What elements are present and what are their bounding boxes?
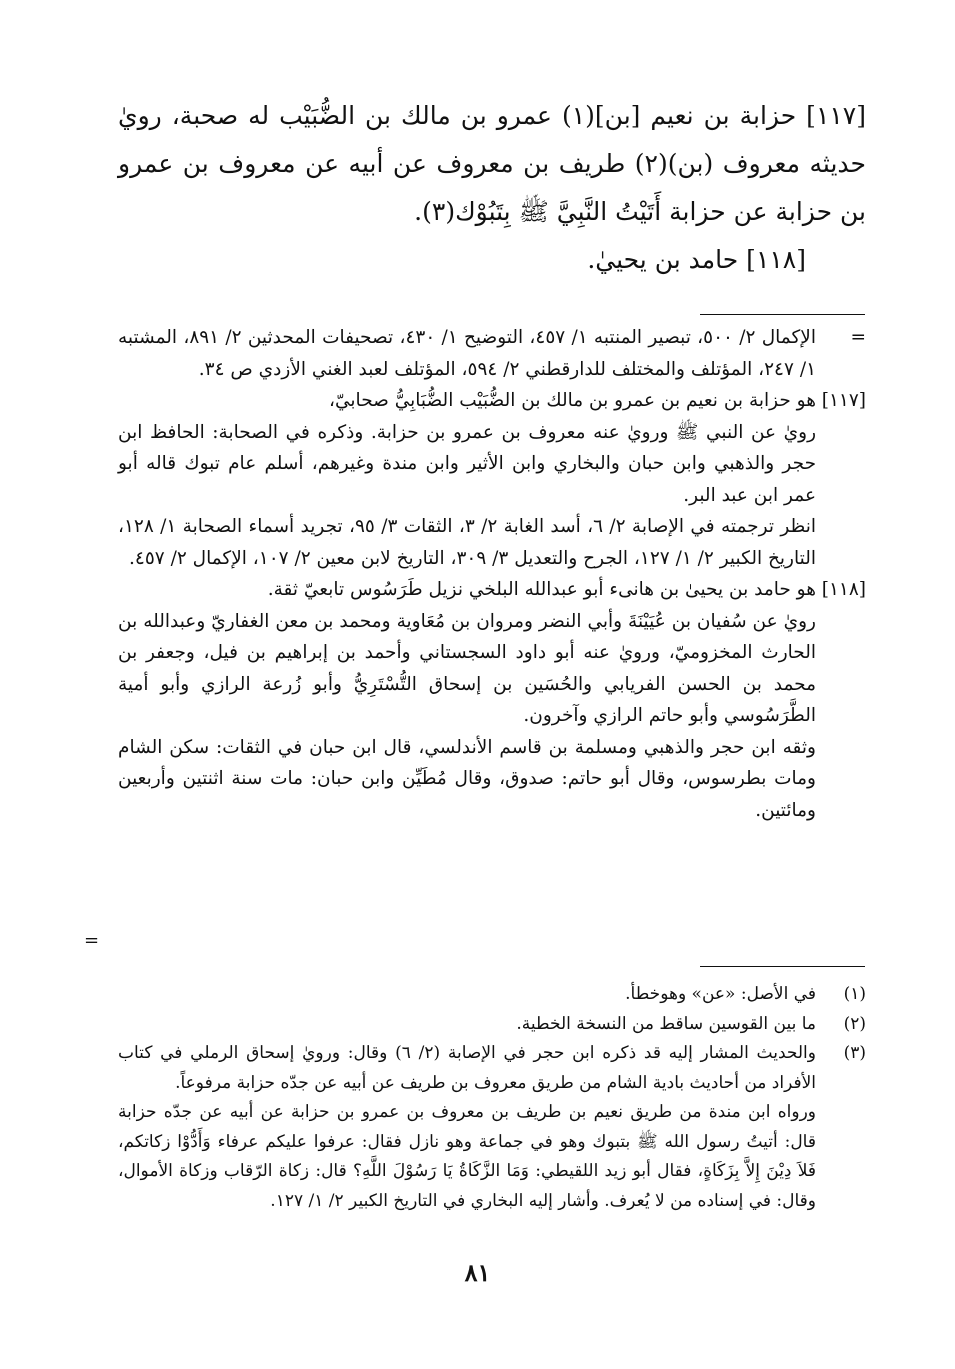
note-mark [816, 732, 866, 827]
note-mark [816, 606, 866, 732]
commentary-notes [118, 322, 866, 826]
note-continuation [118, 322, 866, 385]
footnote-mark: (١) [843, 984, 866, 1004]
note-118-head [118, 574, 866, 606]
footnote-mark: (٢) [843, 1013, 866, 1034]
note-mark: [١١٧] [821, 390, 866, 411]
page-number: ٨١ [464, 1258, 491, 1287]
entry-117: [١١٧] حزابة بن نعيم [بن](١) عمرو بن مالك بن الضُّبَيْب له صحبة، رويٰ حديثه معروف (بن)(٢) طريف بن معروف عن أبيه عن معروف بن عمرو بن حزابة عن حزابة أَتَيْتُ النَّبِيَّ ﷺ بِتَبُوْك(٣). [118, 101, 867, 226]
footnotes [118, 980, 866, 1216]
footnote-text: ما بين القوسين ساقط من النسخة الخطية. [516, 1013, 816, 1034]
footnote-rule [700, 966, 865, 967]
note-text: الإكمال ٢/ ٥٠٠، تبصير المنتبه ١/ ٤٥٧، التوضيح ١/ ٤٣٠، تصحيفات المحدثين ٢/ ٨٩١، المشتبه ١/ ٢٤٧، المؤتلف والمختلف للدارقطني ٢/ ٥٩٤، المؤتلف لعبد الغني الأزدي ص ٣٤. [118, 327, 816, 380]
footnote-3-continued [118, 1098, 866, 1216]
main-text [118, 92, 866, 284]
footnote-2 [118, 1010, 866, 1040]
footnote-mark: (٣) [843, 1043, 866, 1063]
footnote-3 [118, 1039, 866, 1098]
footnote-mark [816, 1098, 866, 1216]
entry-118: [١١٨] حامد بن يحييٰ. [587, 245, 806, 274]
note-118-narration [118, 606, 866, 732]
note-text: رويٰ عن النبي ﷺ ورويٰ عنه معروف بن عمرو بن حزابة. وذكره في الصحابة: الحافظ ابن حجر والذهبي وابن حبان والبخاري وابن الأثير وابن مندة وغيرهم، أسلم عام تبوك قاله أبو عمر ابن عبد البر. [118, 421, 816, 506]
note-117-sources [118, 511, 866, 574]
note-117-narration [118, 417, 866, 512]
note-mark [816, 417, 866, 512]
note-mark: = [850, 327, 866, 348]
note-text: هو حامد بن يحيىٰ بن هانىء أبو عبدالله البلخي نزيل طَرَسُوس تابعيّ ثقة. [267, 579, 816, 600]
note-118-grading [118, 732, 866, 827]
note-text: رويٰ عن سُفيان بن عُيَيْنَةَ وأبي النضر ومروان بن مُعَاوية ومحمد بن معن الغفاريّ وعبدالله بن الحارث المخزوميّ، ورويٰ عنه أبو داود السجستاني وأحمد بن إبراهيم بن فيل، وجعفر بن محمد بن الحسن الفريابي والحُسَين بن إسحاق التُّسْتَرِيُّ وأبو زُرعة الرازي وأبو أمية الطَّرَسُوسي وأبو حاتم الرازي وآخرون. [118, 610, 816, 726]
note-117-head [118, 385, 866, 417]
footnote-text: والحديث المشار إليه قد ذكره ابن حجر في الإصابة (٢/ ٦) وقال: ورويٰ إسحاق الرملي في كتاب الأفراد من أحاديث بادية الشام من طريق معروف بن طريف عن أبيه عن جدّه حزابة مرفوعاً. [118, 1043, 816, 1093]
note-mark: [١١٨] [821, 579, 866, 600]
continuation-mark: = [84, 930, 100, 951]
footnote-text: في الأصل: «عن» وهوخطأ. [625, 984, 816, 1004]
footnote-text: ورواه ابن مندة من طريق نعيم بن طريف بن معروف بن عمرو بن حزابة عن أبيه عن جدّه حزابة قال: أتيتُ رسول الله ﷺ بتبوك وهو في جماعة وهو نازل فقال: عرفوا عليكم عرفاء وَأَدُّوْا زكاتكم، فَلاَ دِيْنَ إِلاَّ بِزَكَاةٍ، فقال أبو زيد اللقيطي: وَمَا الزَّكَاةُ يَا رَسُوْلَ اللَّهِ؟ قال: زكاة الرّقاب وزكاة الأموال، وقال: في إسناده من لا يُعرف. وأشار إليه البخاري في التاريخ الكبير ٢/ ١/ ١٢٧. [118, 1102, 816, 1211]
separator-rule [700, 314, 865, 315]
note-mark [816, 511, 866, 574]
note-text: انظر ترجمته في الإصابة ٢/ ٦، أسد الغابة ٢/ ٣، الثقات ٣/ ٩٥، تجريد أسماء الصحابة ١/ ١٢٨، التاريخ الكبير ٢/ ١/ ١٢٧، الجرح والتعديل ٣/ ٣٠٩، التاريخ لابن معين ٢/ ١٠٧، الإكمال ٢/ ٤٥٧. [118, 516, 816, 569]
note-text: وثقه ابن حجر والذهبي ومسلمة بن قاسم الأندلسي، قال ابن حبان في الثقات: سكن الشام ومات بطرسوس، وقال أبو حاتم: صدوق، وقال مُطَيِّن وابن حبان: مات سنة اثنتين وأربعين ومائتين. [118, 736, 816, 821]
note-text: هو حزابة بن نعيم بن عمرو بن مالك بن الضُّبَيْب الضُّبَابِيُّ صحابيّ، [329, 390, 816, 411]
footnote-1 [118, 980, 866, 1010]
